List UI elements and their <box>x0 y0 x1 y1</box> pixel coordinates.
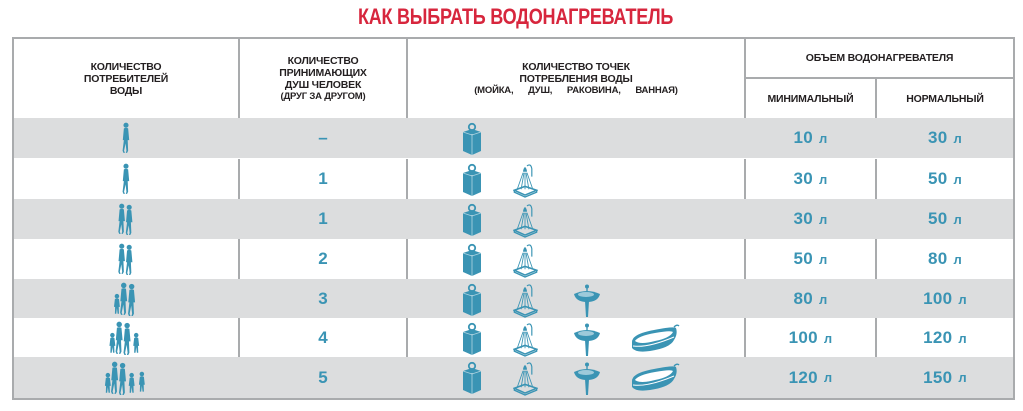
column-divider <box>875 159 877 199</box>
table-row <box>14 239 1013 279</box>
volume-normal <box>877 118 1013 158</box>
points-icons <box>407 239 745 279</box>
column-divider <box>238 239 240 279</box>
volume-normal <box>877 357 1013 398</box>
points-icons <box>407 357 745 398</box>
volume-min <box>746 199 875 239</box>
showers-count: 5 <box>318 367 328 387</box>
volume-normal-value: 80 <box>927 249 948 268</box>
unit-liters: л <box>953 171 963 187</box>
volume-normal <box>877 279 1013 319</box>
volume-normal <box>877 199 1013 239</box>
showers-count: 2 <box>318 249 328 268</box>
header-consumers <box>14 39 238 118</box>
header-consumers-line3: ВОДЫ <box>109 84 143 97</box>
header-volume-min <box>746 79 875 118</box>
table-row <box>14 357 1013 398</box>
header-points-line2: ПОТРЕБЛЕНИЯ ВОДЫ <box>519 72 633 85</box>
column-divider <box>744 159 746 199</box>
column-divider <box>744 239 746 279</box>
points-icons <box>407 159 745 199</box>
header-divider <box>875 77 877 118</box>
table-row <box>14 199 1013 239</box>
points-icons <box>407 318 745 358</box>
one-person-icon <box>14 159 238 199</box>
unit-liters: л <box>823 330 833 346</box>
unit-liters: л <box>953 251 963 267</box>
header-consumers-line1: КОЛИЧЕСТВО <box>90 60 162 73</box>
column-divider <box>238 159 240 199</box>
shower-icon <box>513 163 538 198</box>
two-people-icon <box>14 199 238 239</box>
showers-count: 1 <box>318 209 328 228</box>
header-points-sub-sink: (МОЙКА, <box>474 84 514 96</box>
header-points-line1: КОЛИЧЕСТВО ТОЧЕК <box>522 60 630 73</box>
table-row <box>14 318 1013 358</box>
two-people-icon <box>14 239 238 279</box>
header-divider <box>744 77 1013 79</box>
three-people-icon <box>14 279 238 319</box>
shower-icon <box>513 322 538 357</box>
showers-count: 4 <box>318 328 328 347</box>
points-icons <box>407 279 745 319</box>
volume-min-value: 30 <box>793 209 813 228</box>
unit-liters: л <box>953 211 963 227</box>
header-volume-normal <box>877 79 1013 118</box>
column-divider <box>406 159 408 199</box>
unit-liters: л <box>958 291 967 307</box>
volume-normal-value: 30 <box>927 128 948 147</box>
column-divider <box>875 318 877 358</box>
page-title-text: КАК ВЫБРАТЬ ВОДОНАГРЕВАТЕЛЬ <box>357 4 674 29</box>
volume-min <box>746 357 875 398</box>
bathtub-icon <box>630 363 680 393</box>
five-people-icon <box>14 357 238 398</box>
unit-liters: л <box>818 251 828 267</box>
water-heater-selection-table <box>12 37 1015 400</box>
column-divider <box>406 239 408 279</box>
table-row <box>14 279 1013 319</box>
points-icons <box>407 118 745 158</box>
points-icons <box>407 199 745 239</box>
washbasin-icon <box>573 361 601 396</box>
table-header <box>14 39 1013 118</box>
page-title <box>96 4 935 30</box>
volume-min-value: 30 <box>793 169 813 188</box>
header-showers-sub: (ДРУГ ЗА ДРУГОМ) <box>280 90 366 102</box>
sink-icon <box>461 163 483 197</box>
volume-min-value: 120 <box>788 367 818 387</box>
sink-icon <box>461 322 483 356</box>
volume-min <box>746 118 875 158</box>
washbasin-icon <box>573 283 601 318</box>
header-showers-line2: ПРИНИМАЮЩИХ <box>279 66 367 79</box>
four-people-icon <box>14 318 238 358</box>
header-points-sub-washbasin: РАКОВИНА, <box>566 84 621 96</box>
showers-count: – <box>318 128 328 147</box>
volume-min <box>746 279 875 319</box>
sink-icon <box>461 283 483 317</box>
unit-liters: л <box>818 211 828 227</box>
unit-liters: л <box>953 130 963 146</box>
volume-min-value: 100 <box>788 328 818 347</box>
column-divider <box>238 318 240 358</box>
header-volume-min-text: МИНИМАЛЬНЫЙ <box>767 92 854 105</box>
volume-normal <box>877 318 1013 358</box>
sink-icon <box>461 361 483 395</box>
header-points-sub-shower: ДУШ, <box>528 84 553 96</box>
header-divider <box>238 39 240 118</box>
bathtub-icon <box>630 324 680 354</box>
showers-count: 1 <box>318 169 328 188</box>
unit-liters: л <box>958 370 967 385</box>
table-row <box>14 118 1013 158</box>
sink-icon <box>461 203 483 237</box>
header-volume-text: ОБЪЕМ ВОДОНАГРЕВАТЕЛЯ <box>805 52 954 64</box>
volume-normal-value: 120 <box>923 328 953 347</box>
volume-normal-value: 150 <box>923 367 953 387</box>
column-divider <box>744 318 746 358</box>
column-divider <box>875 239 877 279</box>
washbasin-icon <box>573 322 601 357</box>
volume-min-value: 10 <box>793 128 813 147</box>
header-showers <box>240 39 406 118</box>
shower-icon <box>513 243 538 278</box>
volume-min <box>746 159 875 199</box>
volume-normal <box>877 239 1013 279</box>
volume-min <box>746 318 875 358</box>
shower-icon <box>513 203 538 238</box>
shower-icon <box>513 361 538 396</box>
unit-liters: л <box>818 130 828 146</box>
header-showers-line3: ДУШ ЧЕЛОВЕК <box>284 78 362 91</box>
header-volume <box>746 39 1013 77</box>
header-points-sub <box>474 85 678 97</box>
showers-count: 3 <box>318 289 328 308</box>
header-points-sub-bathtub: ВАННАЯ) <box>635 84 678 96</box>
sink-icon <box>461 243 483 277</box>
shower-icon <box>513 283 538 318</box>
column-divider <box>406 318 408 358</box>
volume-min-value: 50 <box>793 249 813 268</box>
volume-normal-value: 50 <box>927 209 948 228</box>
volume-min-value: 80 <box>793 289 813 308</box>
header-points <box>408 39 744 118</box>
header-divider <box>406 39 408 118</box>
volume-normal-value: 100 <box>923 289 953 308</box>
volume-normal <box>877 159 1013 199</box>
header-volume-normal-text: НОРМАЛЬНЫЙ <box>906 92 984 105</box>
unit-liters: л <box>823 370 833 385</box>
volume-normal-value: 50 <box>927 169 948 188</box>
one-person-icon <box>14 118 238 158</box>
volume-min <box>746 239 875 279</box>
header-showers-line1: КОЛИЧЕСТВО <box>287 54 359 67</box>
unit-liters: л <box>818 171 828 187</box>
unit-liters: л <box>818 291 828 307</box>
unit-liters: л <box>958 330 967 346</box>
sink-icon <box>461 122 483 156</box>
table-row <box>14 159 1013 199</box>
header-consumers-line2: ПОТРЕБИТЕЛЕЙ <box>83 72 169 85</box>
